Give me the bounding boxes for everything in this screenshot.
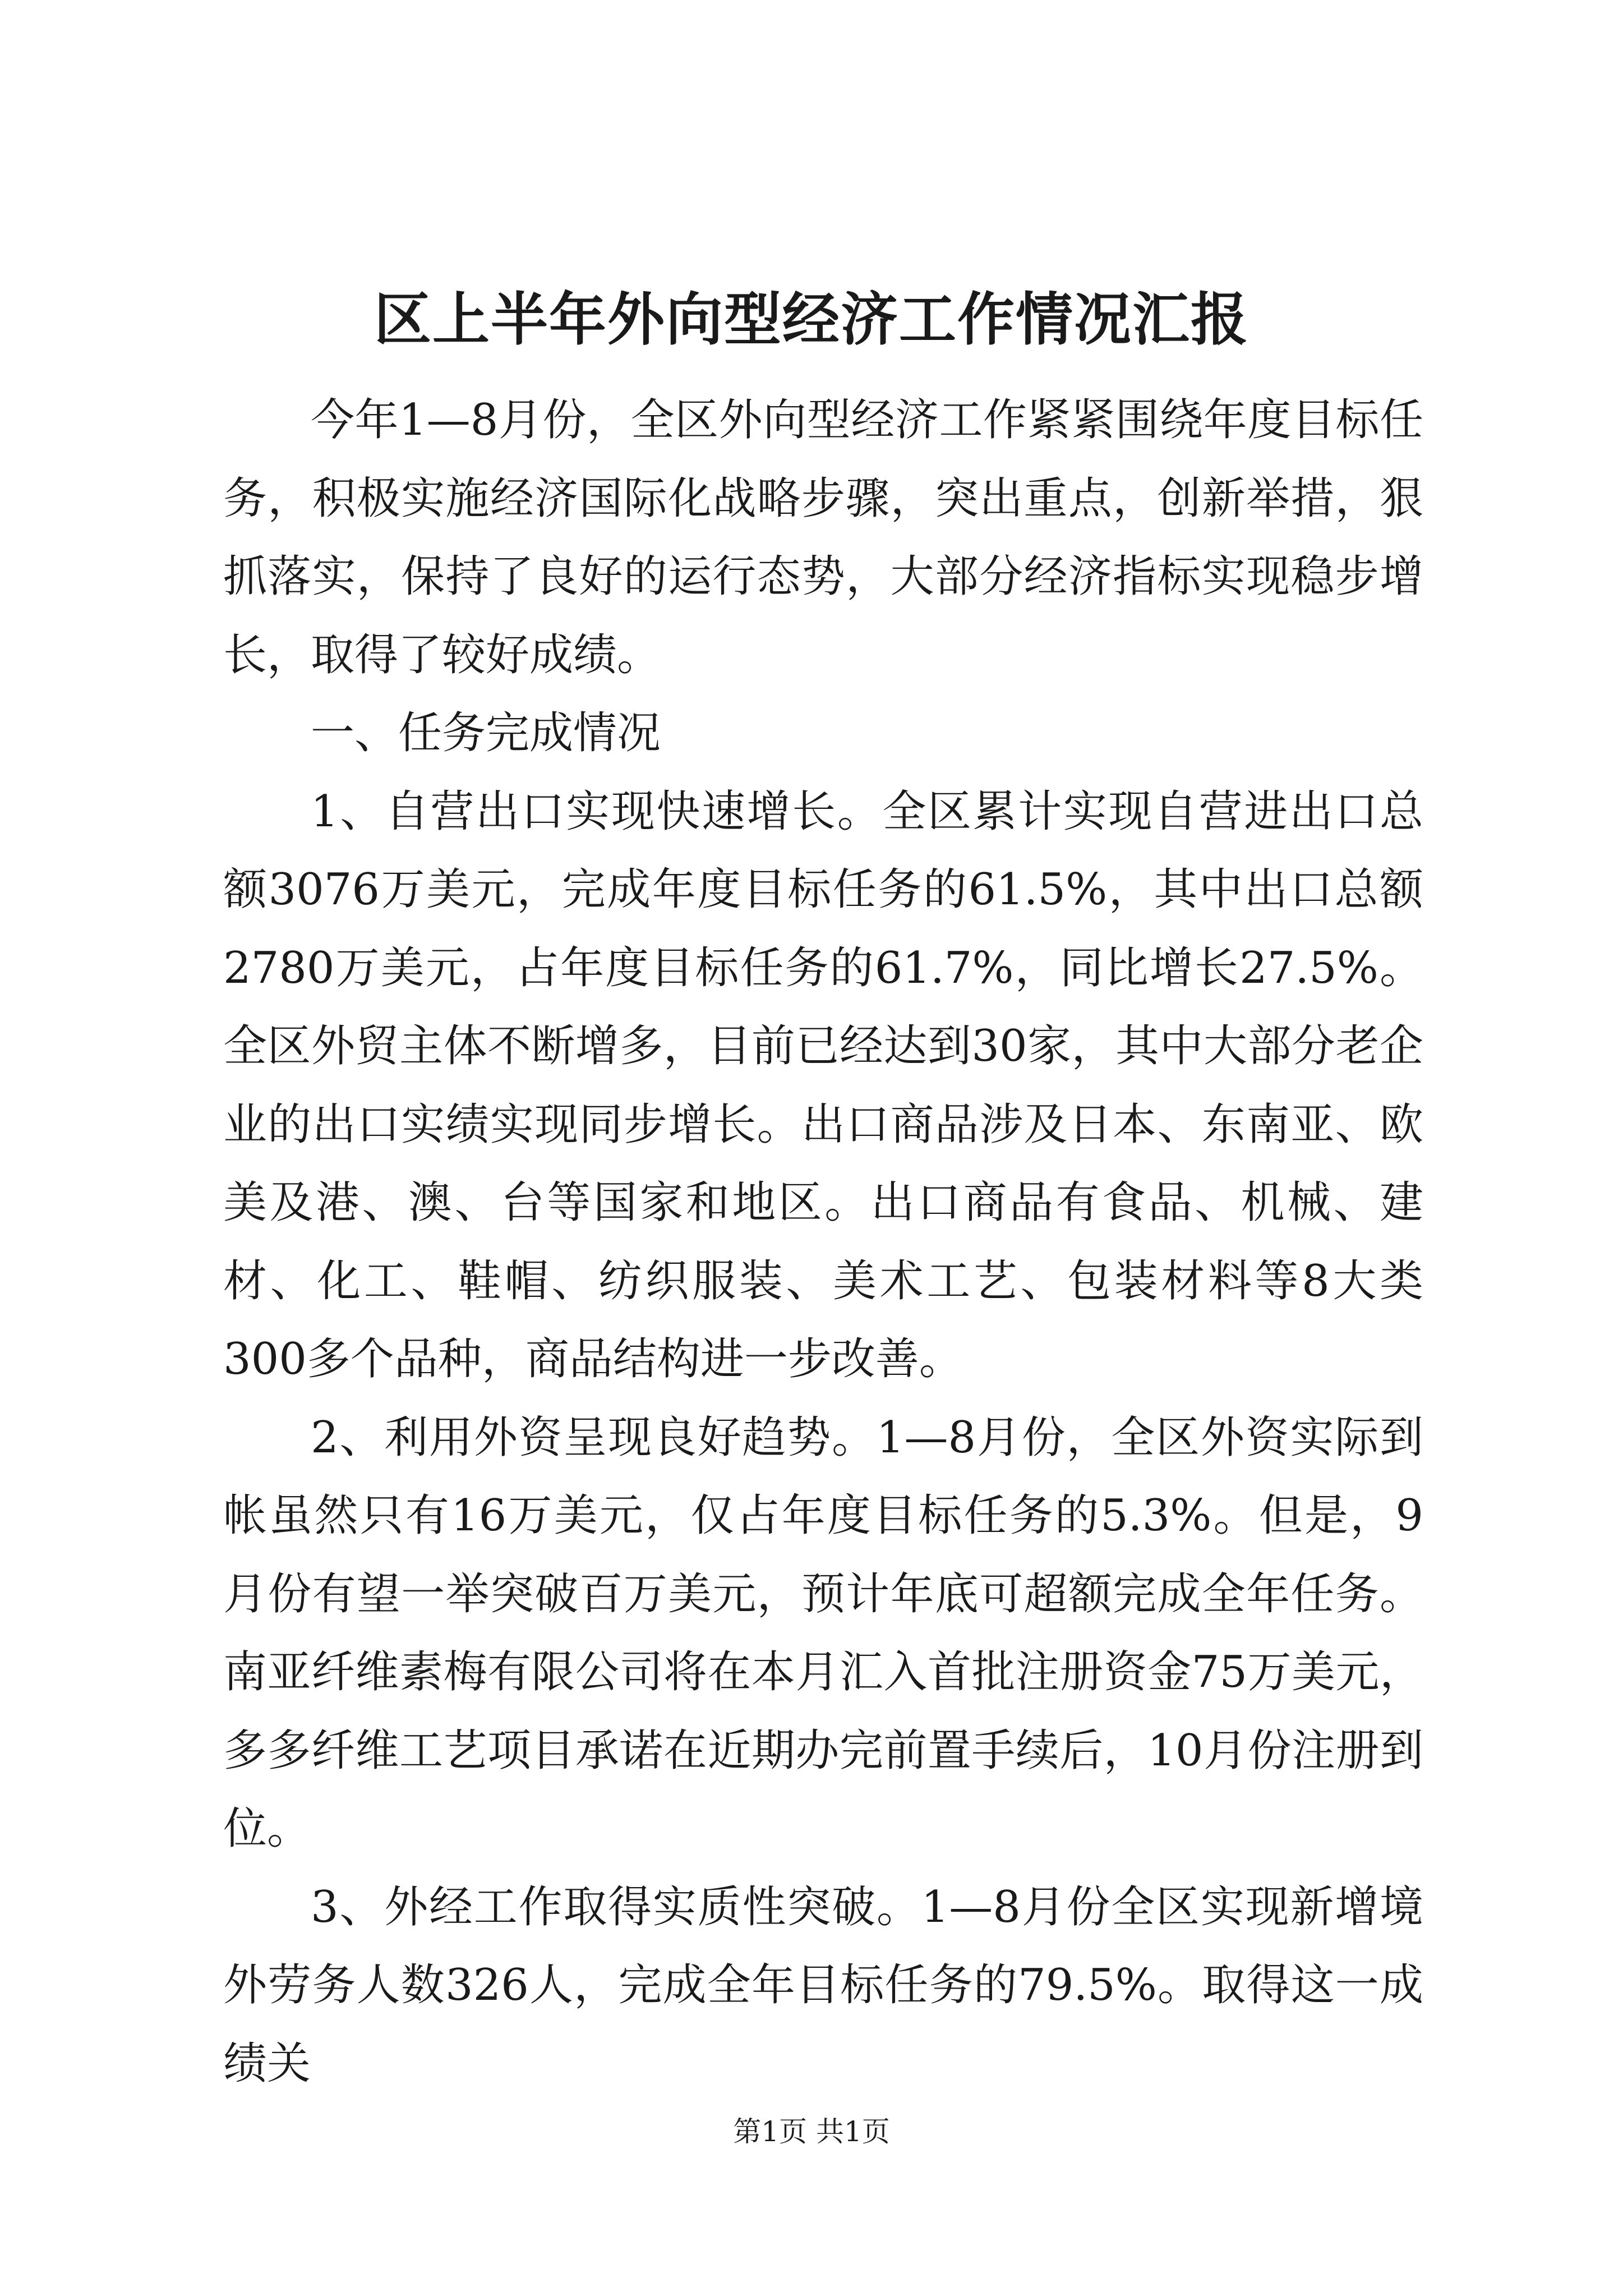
document-title: 区上半年外向型经济工作情况汇报 bbox=[374, 286, 1249, 353]
paragraph-intro: 今年1—8月份，全区外向型经济工作紧紧围绕年度目标任务，积极实施经济国际化战略步骤，突出重点，创新举措，狠抓落实，保持了良好的运行态势，大部分经济指标实现稳步增长，取得了较好成绩。 bbox=[223, 395, 1423, 680]
paragraph-export: 1、自营出口实现快速增长。全区累计实现自营进出口总额3076万美元，完成年度目标任务的61.5%，其中出口总额2780万美元，占年度目标任务的61.7%，同比增长27.5%。全区外贸主体不断增多，目前已经达到30家，其中大部分老企业的出口实绩实现同步增长。出口商品涉及日本、东南亚、欧美及港、澳、台等国家和地区。出口商品有食品、机械、建材、化工、鞋帽、纺织服装、美术工艺、包装材料等8大类300多个品种，商品结构进一步改善。 bbox=[223, 786, 1423, 1384]
paragraph-foreign-economic: 3、外经工作取得实质性突破。1—8月份全区实现新增境外劳务人数326人，完成全年目标任务的79.5%。取得这一成绩关 bbox=[223, 1881, 1423, 2089]
page-footer: 第1页 共1页 bbox=[733, 2115, 890, 2148]
section-heading: 一、任务完成情况 bbox=[311, 708, 661, 758]
document-body bbox=[223, 381, 1423, 2103]
paragraph-foreign-investment: 2、利用外资呈现良好趋势。1—8月份，全区外资实际到帐虽然只有16万美元，仅占年度目标任务的5.3%。但是，9月份有望一举突破百万美元，预计年底可超额完成全年任务。南亚纤维素梅有限公司将在本月汇入首批注册资金75万美元，多多纤维工艺项目承诺在近期办完前置手续后，10月份注册到位。 bbox=[223, 1412, 1423, 1854]
